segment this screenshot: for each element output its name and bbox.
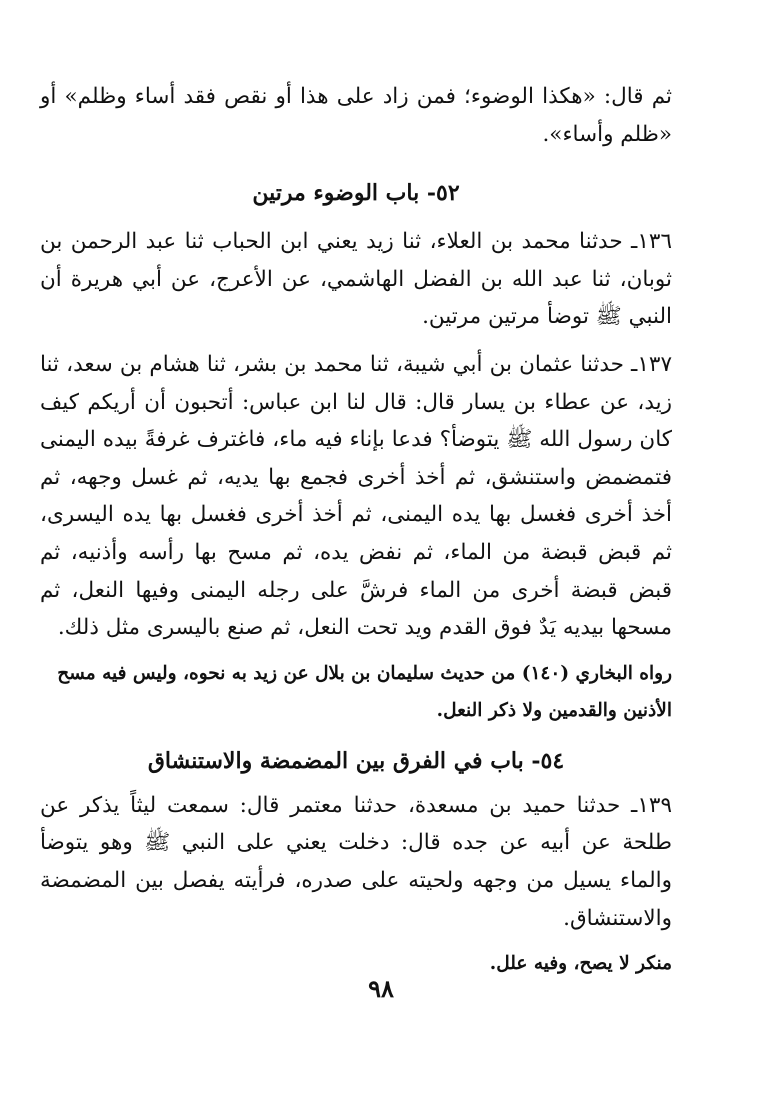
page-number: ٩٨ — [368, 974, 394, 1003]
intro-paragraph: ثم قال: «هكذا الوضوء؛ فمن زاد على هذا أو نقص فقد أساء وظلم» أو «ظلم وأساء». — [40, 84, 672, 147]
chapter-heading-54: ٥٤- باب في الفرق بين المضمضة والاستنشاق — [147, 747, 565, 774]
hadith-136: ١٣٦ـ حدثنا محمد بن العلاء، ثنا زيد يعني ابن الحباب ثنا عبد الرحمن بن ثوبان، ثنا عبد الله بن الفضل الهاشمي، عن الأعرج، عن أبي هريرة أن النبي ﷺ توضأ مرتين مرتين. — [40, 229, 672, 330]
chapter-heading-52: ٥٢- باب الوضوء مرتين — [252, 180, 460, 207]
hadith-137-grading: رواه البخاري (١٤٠) من حديث سليمان بن بلال عن زيد به نحوه، وليس فيه مسح الأذنين والقدمين ولا ذكر النعل. — [57, 662, 672, 721]
hadith-139: ١٣٩ـ حدثنا حميد بن مسعدة، حدثنا معتمر قال: سمعت ليثاً يذكر عن طلحة عن أبيه عن جده قال: دخلت يعني على النبي ﷺ وهو يتوضأ والماء يسيل من وجهه ولحيته على صدره، فرأيته يفصل بين المضمضة والاستنشاق. — [40, 792, 672, 931]
page-body — [40, 78, 672, 982]
hadith-137: ١٣٧ـ حدثنا عثمان بن أبي شيبة، ثنا محمد بن بشر، ثنا هشام بن سعد، ثنا زيد، عن عطاء بن يسار قال: قال لنا ابن عباس: أتحبون أن أريكم كيف كان رسول الله ﷺ يتوضأ؟ فدعا بإناء فيه ماء، فاغترف غرفةً بيده اليمنى فتمضمض واستنشق، ثم أخذ أخرى فجمع بها يديه، ثم غسل وجهه، ثم أخذ أخرى فغسل بها يده اليمنى، ثم أخذ أخرى فغسل بها يده اليسرى، ثم قبض قبضة من الماء، ثم نفض يده، ثم مسح بها رأسه وأذنيه، ثم قبض قبضة أخرى من الماء فرشَّ على رجله اليمنى وفيها النعل، ثم مسحها بيديه يَدٌ فوق القدم ويد تحت النعل، ثم صنع باليسرى مثل ذلك. — [40, 351, 672, 641]
hadith-139-grading: منكر لا يصح، وفيه علل. — [489, 953, 672, 975]
